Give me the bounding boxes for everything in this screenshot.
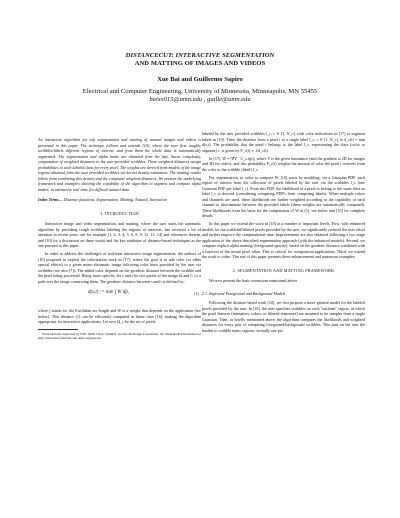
affiliation: Electrical and Computer Engineering, University of Minnesota, Minneapolis, MN 55455 <box>82 87 318 95</box>
authors: Xue Bai and Guillermo Sapiro <box>157 75 243 83</box>
subsection-2-1-paragraph: Following the distance based work [10], we first propose a more general model for the labeled pixels provided by the user. In [10], the user specifies scribbles on each "uniform" region, in which the pixel features (intensities, colors, or filtered responses) are assumed to be samples from a single Gaussian. Then, as briefly mentioned above, the algorithm computes the likelihoods and weighted distances for every pair of competing foreground/background scribbles. This puts on the user the burden to scribble many regions, virtually one per <box>202 300 365 333</box>
after-equation-paragraph: where ∫ stands for the Euclidean arc-length and W is a weight that depends on the application (see below). This distance (1) can be efficiently computed in linear time [16], making the algorithm appropriate for interactive applications. Let now Ω_c be the set of pixels <box>38 308 201 324</box>
right-paragraph-3: For segmentation, in order to compute W, [10] starts by modeling, via a Gaussian PDF, each region of interest from the collection of pixels labeled by the user via the scribbles l_c (one Gaussian PDF per label l_c). From this PDF, the likelihood of a pixel to belong to the same class as label l_c is derived (considering competing PDF's from competing labels). When multiple colors and channels are used, these likelihoods are further weighted according to the capability of each channel to discriminate between the provided labels (these weights are automatically computed). These likelihoods form the basis for the computation of W in (1), see below and [10] for complete details. <box>202 174 365 218</box>
section-2-heading: 2. SEGMENTATION AND MATTING FRAMEWORK <box>232 267 335 273</box>
right-paragraph-1: labeled by the user provided scribbles l_c, c ∈ [1, N_c], with color indications in [17] or segment labels in [10]. Then, the distance from a pixel t to a single label l_c, c ∈ [1, N_c], is d_c(t) = min d(s,t). The probability that the pixel t belongs to the label l_c, representing the class (color or segment) c, is given by P_c(t) ∝ 1/d_c(t). <box>202 131 365 153</box>
section-1-heading: 1. INTRODUCTION <box>100 210 139 216</box>
title-line-1: DISTANCECUT: INTERACTIVE SEGMENTATION <box>125 52 275 59</box>
subsection-2-1-heading: 2.1. Improved Foreground and Background Models <box>202 290 286 296</box>
footnote-rule <box>38 329 78 330</box>
intro-paragraph-1: Interactive image and video segmentation, and matting, where the user starts the automatic algorithm by providing rough scribbles labeling the regions of interests, has received a lot of attention in recent years, see for example [1, 2, 3, 4, 5, 6, 8, 9, 11, 13, 14] and references therein, and [10] for a discussion on these works and the key attributes of distance-based techniques as the one pursued in this paper. <box>38 221 201 248</box>
equation-number: (1) <box>194 291 199 296</box>
section-2-intro: We now present the basic extensions mentioned above. <box>209 278 299 283</box>
index-terms <box>38 197 201 203</box>
index-terms-text: Distance functions, Segmentation, Matting, Natural, Interactive <box>62 197 168 202</box>
right-column <box>202 131 365 336</box>
equation-1 <box>38 287 201 305</box>
title-line-2: AND MATTING OF IMAGES AND VIDEOS <box>134 60 266 68</box>
left-column <box>38 137 201 340</box>
equation-body: d(s,t) := min ∫ W dp, <box>88 290 129 295</box>
right-paragraph-4: In this paper we extend the work in [10] at a number of important levels. First, with enhanced models for the scribbled/labeled pixels provided by the user, we significantly reduced the user effort and further improve the computational time. Improvements are also obtained following a two stage application of the above described segmentation approach (with the enhanced models). Second, we compute explicit alpha matting (foreground opacity), based on the geodesic distance combined with a function of the actual pixel value. This is critical for composition applications. Third, we extend the work to video. The rest of this paper presents these enhancements and numerous examples. <box>202 221 365 259</box>
author-emails: baixx015@umn.edu , guille@umn.edu <box>149 95 251 103</box>
right-paragraph-2: In [17], W = |∇Y · C_s,t(p)|, where Y is the given luminance (and the gradient is 2D for images and 3D for video), and this probability P_c(t) weights the amount of color the pixel t receives from the color in the scribble (label) l_c. <box>202 155 365 172</box>
intro-paragraph-2: In order to address the challenges of real-time interactive image segmentation, the authors of [10] proposed to exploit the colorization work in [17], where the goal is to add color (or other special effects) to a given mono-chromatic image following color hints provided by the user via scribbles (see also [7]). The added color depends on the geodesic distance between the scribble and the pixel being processed. Being more specific, let s and t be two pixels of the image Ω and C s,t a path over the image connecting them. The geodesic distance between s and t is defined by: <box>38 251 201 284</box>
abstract-text: An interactive algorithm for soft segmentation and matting of natural images and videos is presented in this paper. The technique follows and extends [10], where the user first roughly scribbles/labels different regions of interest, and from them the whole data is automatically segmented. The segmentation and alpha matte are obtained from the fast, linear complexity, computation of weighted distances to the user-provided scribbles. These weighted distances assign probabilities to each labeled class for every pixel. The weights are derived from models of the image regions obtained from the user provided scribbles via kernel density estimation. The matting results follow from combining this density and the computed weighted distances. We present the underlying framework and examples showing the capability of the algorithm to segment and compute alpha mattes, in interactive real time, for difficult natural data. <box>38 137 201 192</box>
footnote: Work partially supported by NSF, ONR, NGA, DARPA, and the McKnight Foundation. We thank Radu Paltenidhas for help with kernel methods and other suggestions. <box>38 331 201 340</box>
paper-title <box>0 52 400 69</box>
index-terms-label: Index Terms— <box>38 197 63 202</box>
paper-header <box>0 52 400 103</box>
